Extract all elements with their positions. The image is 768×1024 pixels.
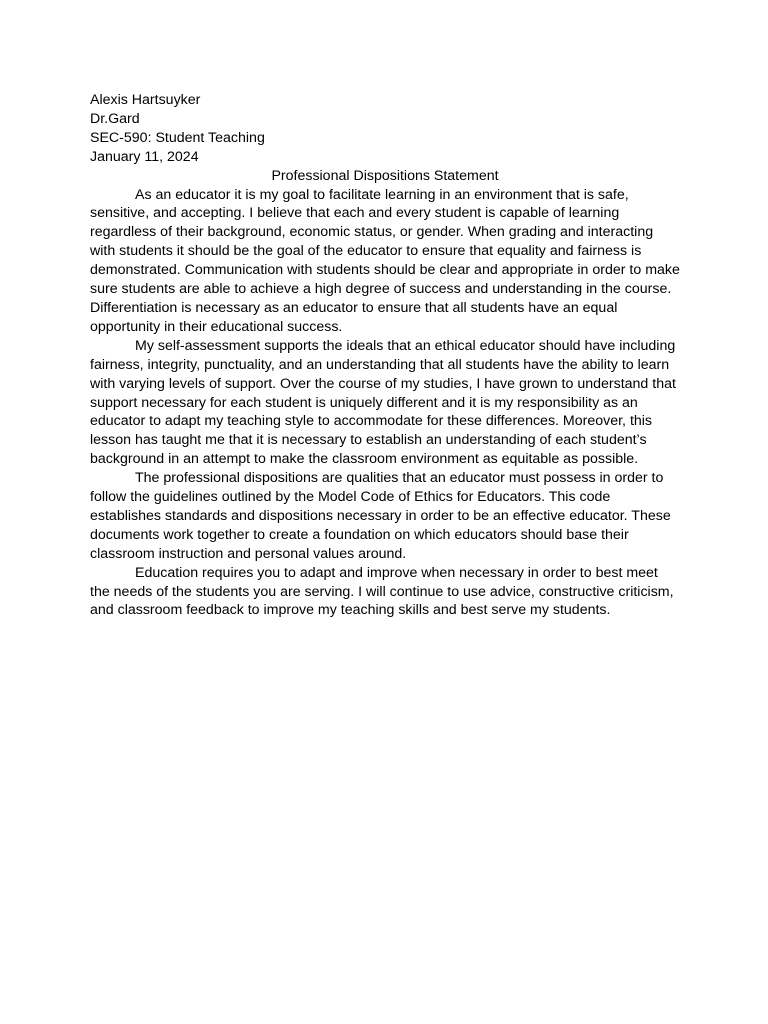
instructor-name: Dr.Gard bbox=[90, 110, 140, 127]
paragraph-1: As an educator it is my goal to facilitate learning in an environment that is safe, sensitive, and accepting. I believe that each and every student is capable of learning regardless of their background, economic status, or gender. When grading and interacting with students it should be the goal of the educator to ensure that equality and fairness is demonstrated. Communication with students should be clear and appropriate in order to make sure students are able to achieve a high degree of success and understanding in the course. Differentiation is necessary as an educator to ensure that all students have an equal opportunity in their educational success. bbox=[90, 186, 680, 335]
paragraph-3: The professional dispositions are qualities that an educator must possess in order to follow the guidelines outlined by the Model Code of Ethics for Educators. This code establishes standards and dispositions necessary in order to be an effective educator. These documents work together to create a foundation on which educators should base their classroom instruction and personal values around. bbox=[90, 470, 671, 562]
paragraph-2: My self-assessment supports the ideals that an ethical educator should have including fairness, integrity, punctuality, and an understanding that all students have the ability to learn with varying levels of support. Over the course of my studies, I have grown to understand that support necessary for each student is uniquely different and it is my responsibility as an educator to adapt my teaching style to accommodate for these differences. Moreover, this lesson has taught me that it is necessary to establish an understanding of each student’s background in an attempt to make the classroom environment as equitable as possible. bbox=[90, 337, 676, 468]
course-name: SEC-590: Student Teaching bbox=[90, 129, 265, 146]
author-name: Alexis Hartsuyker bbox=[90, 92, 201, 108]
document-date: January 11, 2024 bbox=[90, 148, 199, 165]
paragraph-4: Education requires you to adapt and improve when necessary in order to best meet the needs of the students you are serving. I will continue to use advice, constructive criticism, and classroom feedback to improve my teaching skills and best serve my students. bbox=[90, 564, 674, 619]
document-title: Professional Dispositions Statement bbox=[271, 167, 499, 184]
document-page bbox=[90, 91, 680, 620]
